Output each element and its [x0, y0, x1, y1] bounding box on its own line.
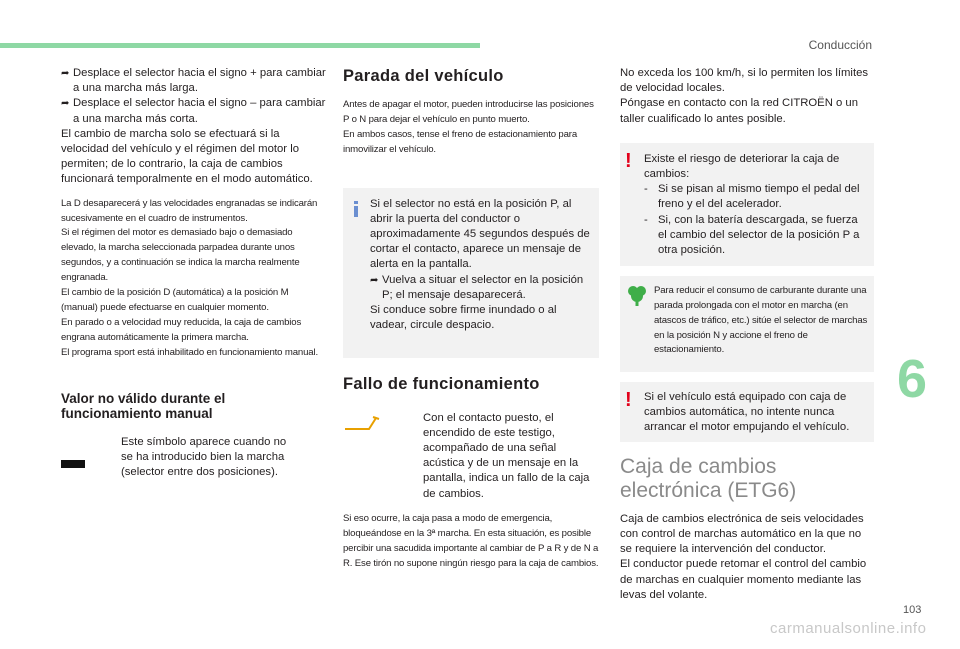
- arrow-bullet-icon: ➦: [61, 68, 70, 79]
- warning-box: [620, 143, 874, 266]
- intro-text: Antes de apagar el motor, pueden introducirse las posiciones P o N para dejar el vehículo en punto muerto. En ambos casos, tense el freno de estacionamiento para inmovilizar el vehículo.: [343, 99, 594, 155]
- small-text: La D desaparecerá y las velocidades engranadas se indicarán sucesivamente en el cuadro de instrumentos. Si el régimen del motor es demasiado bajo o demasiado elevado, la marcha seleccionada parpadea durante unos segundos, y a continuación se indica la marcha realmente engranada. El cambio de la posición D (automática) a la posición M (manual) puede efectuarse en cualquier momento. En parado o a velocidad muy reducida, la caja de cambios engrana automáticamente la primera marcha. El programa sport está inhabilitado en funcionamiento manual.: [61, 197, 318, 358]
- page-number: 103: [903, 604, 922, 616]
- chapter-number: 6: [897, 349, 928, 409]
- section-heading-fallo: Fallo de funcionamiento: [343, 374, 540, 393]
- warning-text: Si el vehículo está equipado con caja de cambios automática, no intente nunca arrancar el motor empujando el vehículo.: [644, 390, 850, 434]
- exclamation-warning-icon: !: [625, 388, 632, 411]
- eco-tip-text: Para reducir el consumo de carburante durante una parada prolongada con el motor en marcha (en atascos de tráfico, etc.) sitúe el selector de marchas en la posición N y accione el freno de estacionamiento.: [654, 284, 868, 356]
- column-1: [61, 66, 327, 480]
- eco-tip-box: [620, 276, 874, 372]
- fault-small-text: Si eso ocurre, la caja pasa a modo de emergencia, bloqueándose en la 3ª marcha. En esta situación, es posible percibir una sacudida importante al cambiar de P a R y de N a R. Ese tirón no supone ningún riesgo para la caja de cambios.: [343, 512, 599, 569]
- fault-description: Con el contacto puesto, el encendido de este testigo, acompañado de una señal acústica y de un mensaje en la pantalla, indica un fallo de la caja de cambios.: [423, 411, 590, 500]
- exclamation-warning-icon: !: [625, 149, 632, 172]
- wrench-icon: [343, 411, 423, 502]
- info-icon: [354, 201, 358, 217]
- section-heading-etg6: Caja de cambios electrónica (ETG6): [620, 454, 797, 502]
- warning-light-row: [343, 411, 599, 502]
- body-text: No exceda los 100 km/h, si lo permiten los límites de velocidad locales. Póngase en contacto con la red CITROËN o un taller cualificado lo antes posible.: [620, 67, 869, 125]
- eco-tree-icon: [627, 284, 647, 306]
- section-heading-parada: Parada del vehículo: [343, 67, 504, 85]
- bullet-item: ➦ Desplace el selector hacia el signo – para cambiar a una marcha más corta.: [61, 96, 327, 126]
- info-box: [343, 188, 599, 358]
- bullet-item: ➦ Vuelva a situar el selector en la posición P; el mensaje desaparecerá.: [370, 273, 591, 303]
- arrow-bullet-icon: ➦: [370, 274, 379, 286]
- symbol-description: Este símbolo aparece cuando no se ha introducido bien la marcha (selector entre dos posiciones).: [121, 435, 287, 478]
- column-2: [343, 66, 599, 571]
- dash-item: - Si, con la batería descargada, se fuerza el cambio del selector de la posición P a otra posición.: [644, 213, 860, 257]
- arrow-bullet-icon: ➦: [61, 98, 70, 110]
- info-text: Si conduce sobre firme inundado o al vadear, circule despacio.: [370, 304, 557, 332]
- section-title: Conducción: [808, 38, 872, 52]
- bullet-item: ➦ Desplace el selector hacia el signo + para cambiar a una marcha más larga.: [61, 66, 327, 96]
- dash-symbol-icon: [61, 460, 85, 468]
- dash-item: - Si se pisan al mismo tiempo el pedal del freno y el del acelerador.: [644, 183, 860, 211]
- body-text: El cambio de marcha solo se efectuará si la velocidad del vehículo y el régimen del motor lo permiten; de lo contrario, la caja de cambios funcionará temporalmente en el modo automático.: [61, 127, 313, 186]
- body-text: Caja de cambios electrónica de seis velocidades con control de marchas automático en la que no se requiere la intervención del conductor. El conductor puede retomar el control del cambio de marchas en cualquier momento mediante las levas del volante.: [620, 512, 867, 601]
- subsection-heading: Valor no válido durante el funcionamiento manual: [61, 390, 226, 421]
- header-accent-bar: [0, 43, 480, 48]
- warning-box: [620, 382, 874, 442]
- column-3: [620, 66, 874, 603]
- warning-text: Existe el riesgo de deteriorar la caja de cambios:: [644, 152, 840, 181]
- watermark: carmanualsonline.info: [770, 620, 927, 637]
- symbol-row: [61, 435, 327, 481]
- info-text: Si el selector no está en la posición P, al abrir la puerta del conductor o aproximadamente 45 segundos después de cortar el contacto, aparece un mensaje de alerta en la pantalla.: [370, 197, 590, 271]
